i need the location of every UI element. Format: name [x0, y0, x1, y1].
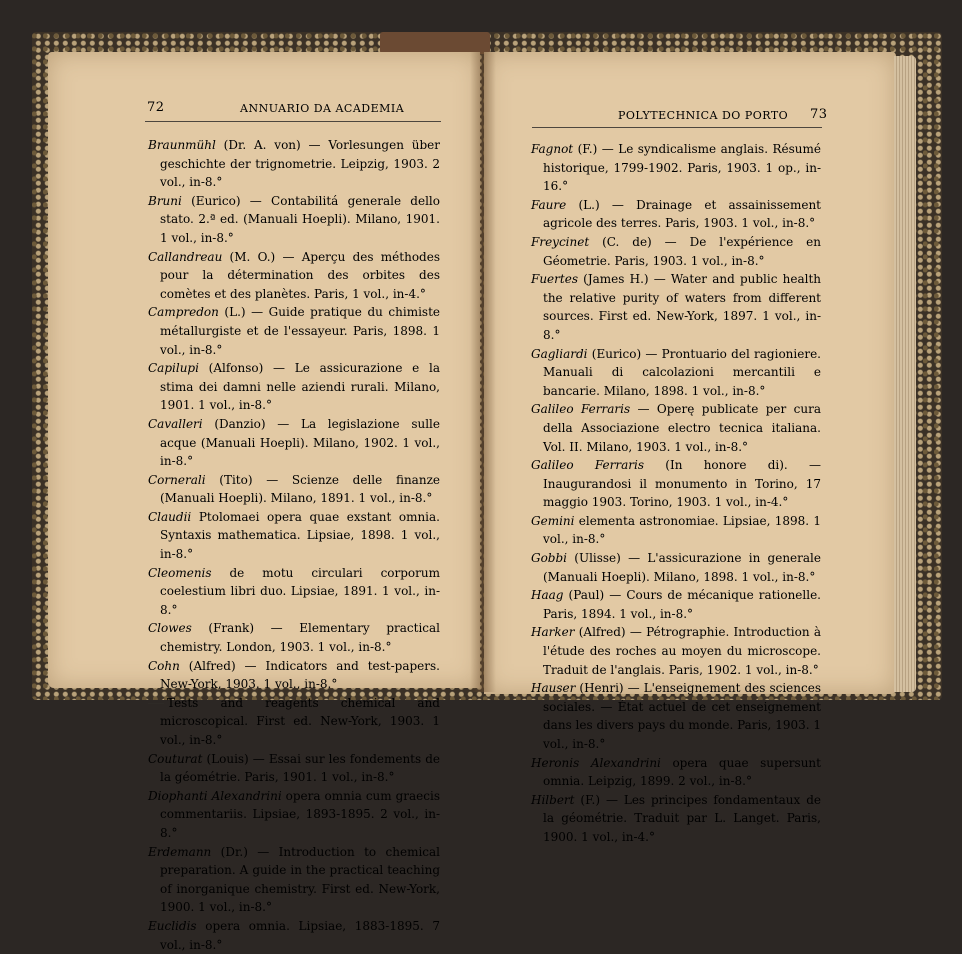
- entry-text: (Paul) — Cours de mécanique rationelle. Paris, 1894. 1 vol., in-8.°: [543, 588, 821, 621]
- entry-text: (Alfred) — Indicators and test-papers. New-York, 1903. 1 vol., in-8.°: [160, 658, 440, 692]
- entry-text: (C. de) — De l'expérience en Géometrie. Paris, 1903. 1 vol., in-8.°: [543, 234, 821, 268]
- entry-author: Galileo Ferraris: [531, 458, 644, 473]
- bibliography-entry: [148, 843, 440, 917]
- entry-text: opera omnia. Lipsiae, 1883-1895. 7 vol., in-8.°: [160, 918, 440, 952]
- entry-author: Claudii: [148, 509, 192, 524]
- entry-author: Cleomenis: [148, 565, 212, 580]
- entry-author: Capilupi: [148, 361, 199, 376]
- bibliography-entry: [531, 196, 821, 233]
- bibliography-entry: [148, 750, 440, 787]
- entry-text: (L.) — Guide pratique du chimiste métallurgiste et de l'essayeur. Paris, 1898. 1 vol., in-8.°: [160, 305, 440, 357]
- left-header-rule: [145, 121, 441, 122]
- entry-author: Cohn: [148, 658, 180, 673]
- right-header-rule: [532, 127, 822, 128]
- entry-text: (Alfonso) — Le assicurazione e la stima dei damni nelle aziendi rurali. Milano, 1901. 1 vol., in-8.°: [160, 361, 440, 413]
- ditto-dash: [148, 703, 164, 704]
- book-spine: [380, 32, 490, 54]
- entry-author: Gobbi: [531, 551, 568, 566]
- bibliography-entry: [531, 623, 821, 679]
- entry-author: Callandreau: [148, 249, 223, 264]
- bibliography-entry: [148, 136, 440, 192]
- entry-author: Braunmühl: [148, 138, 216, 152]
- entry-author: Erdemann: [148, 844, 212, 859]
- bibliography-entry: [531, 400, 821, 456]
- bibliography-entry: [531, 270, 821, 344]
- bibliography-entry: [148, 248, 440, 304]
- bibliography-entry: [148, 619, 440, 656]
- entry-author: Harker: [531, 625, 575, 640]
- entry-author: Heronis Alexandrini: [531, 755, 661, 770]
- bibliography-entry: [148, 471, 440, 508]
- left-entry-list: [148, 136, 440, 954]
- bibliography-entry: [531, 586, 821, 623]
- bibliography-entry: [148, 508, 440, 564]
- entry-author: Cornerali: [148, 472, 206, 487]
- entry-text: (M. O.) — Aperçu des méthodes pour la détermination des orbites des comètes et des planètes. Paris, 1 vol., in-4.°: [160, 249, 440, 301]
- entry-text: (Dr. A. von) — Vorlesungen über geschichte der trignometrie. Leipzig, 1903. 2 vol., in-8.°: [160, 138, 440, 190]
- page-edges: [894, 56, 916, 692]
- entry-author: Faure: [531, 197, 567, 212]
- entry-author: Diophanti Alexandrini: [148, 788, 282, 803]
- entry-text: (Danzio) — La legislazione sulle acque (Manuali Hoepli). Milano, 1902. 1 vol., in-8.°: [160, 416, 440, 469]
- entry-author: Clowes: [148, 621, 192, 636]
- entry-text: Ptolomaei opera quae exstant omnia. Syntaxis mathematica. Lipsiae, 1898. 1 vol., in-8.°: [160, 509, 440, 562]
- entry-author: Haag: [531, 588, 564, 603]
- entry-text: Tests and reagents chemical and microscopical. First ed. New-York, 1903. 1 vol., in-8.°: [160, 695, 440, 747]
- entry-author: Euclidis: [148, 918, 197, 933]
- entry-author: Hilbert: [531, 792, 575, 807]
- bibliography-entry: [148, 564, 440, 620]
- entry-author: Bruni: [148, 193, 182, 208]
- right-entry-list: [531, 140, 821, 847]
- bibliography-entry: [148, 303, 440, 359]
- entry-author: Hauser: [531, 681, 576, 696]
- entry-author: Gagliardi: [531, 346, 588, 361]
- entry-author: Fuertes: [531, 272, 578, 287]
- bibliography-entry: [531, 549, 821, 586]
- entry-text: (F.) — Les principes fondamentaux de la géométrie. Traduit par L. Langet. Paris, 1900. 1 vol., in-4.°: [543, 792, 821, 844]
- entry-author: Campredon: [148, 305, 219, 320]
- entry-text: (James H.) — Water and public health the relative purity of waters from different sources. First ed. New-York, 1897. 1 vol., in-8.°: [543, 272, 821, 342]
- entry-text: (Henri) — L'enseignement des sciences sociales. — État actuel de cet enseignement dans les divers pays du monde. Paris, 1903. 1 vol., in-8.°: [543, 681, 821, 751]
- bibliography-entry: [148, 787, 440, 843]
- bibliography-entry: [531, 233, 821, 270]
- entry-text: elementa astronomiae. Lipsiae, 1898. 1 vol., in-8.°: [543, 513, 821, 547]
- bibliography-entry: [531, 791, 821, 847]
- right-page-number: 73: [810, 107, 828, 122]
- left-running-head: ANNUARIO DA ACADEMIA: [240, 102, 405, 115]
- bibliography-entry: [148, 917, 440, 954]
- entry-text: opera omnia cum graecis commentariis. Lipsiae, 1893-1895. 2 vol., in-8.°: [160, 788, 440, 840]
- entry-author: Freycinet: [531, 234, 590, 249]
- entry-text: (Dr.) — Introduction to chemical preparation. A guide in the practical teaching of inorganique chemistry. First ed. New-York, 1900. 1 vol., in-8.°: [160, 844, 440, 915]
- entry-author: Couturat: [148, 751, 203, 766]
- entry-author: Gemini: [531, 513, 575, 528]
- left-page-number: 72: [147, 100, 165, 115]
- bibliography-entry: [531, 140, 821, 196]
- entry-text: — Operę publicate per cura della Associazione electro tecnica italiana. Vol. II. Milano, 1903. 1 vol., in-8.°: [543, 402, 821, 454]
- entry-text: (Ulisse) — L'assicurazione in generale (Manuali Hoepli). Milano, 1898. 1 vol., in-8.°: [543, 551, 821, 584]
- bibliography-entry: [531, 456, 821, 512]
- entry-text: (In honore di). — Inaugurandosi il monumento in Torino, 17 maggio 1903. Torino, 1903. 1 vol., in-4.°: [543, 458, 822, 510]
- entry-text: (Alfred) — Pétrographie. Introduction à l'étude des roches au moyen du microscope. Traduit de l'anglais. Paris, 1902. 1 vol., in-8.°: [543, 625, 821, 677]
- entry-author: Galileo Ferraris: [531, 402, 631, 417]
- entry-author: Fagnot: [531, 142, 574, 156]
- entry-text: (Eurico) — Contabilitá generale dello stato. 2.ª ed. (Manuali Hoepli). Milano, 1901. 1 vol., in-8.°: [160, 193, 440, 245]
- entry-text: (F.) — Le syndicalisme anglais. Résumé historique, 1799-1902. Paris, 1903. 1 op., in-16.°: [543, 142, 821, 194]
- bibliography-entry: [148, 192, 440, 248]
- book-gutter: [470, 52, 496, 692]
- bibliography-entry: [148, 415, 440, 471]
- entry-text: de motu circulari corporum coelestium libri duo. Lipsiae, 1891. 1 vol., in-8.°: [160, 565, 440, 617]
- entry-text: (Tito) — Scienze delle finanze (Manuali Hoepli). Milano, 1891. 1 vol., in-8.°: [160, 472, 440, 506]
- entry-text: (Eurico) — Prontuario del ragioniere. Manuali di calcolazioni mercantili e bancarie. Milano, 1898. 1 vol., in-8.°: [543, 346, 821, 398]
- bibliography-entry: [148, 657, 440, 694]
- bibliography-entry: [148, 694, 440, 750]
- bibliography-entry: [531, 679, 821, 753]
- entry-text: (Louis) — Essai sur les fondements de la géométrie. Paris, 1901. 1 vol., in-8.°: [160, 751, 440, 785]
- bibliography-entry: [531, 754, 821, 791]
- entry-text: (L.) — Drainage et assainissement agricole des terres. Paris, 1903. 1 vol., in-8.°: [543, 197, 821, 231]
- bibliography-entry: [148, 359, 440, 415]
- right-running-head: POLYTECHNICA DO PORTO: [618, 109, 789, 122]
- entry-text: opera quae supersunt omnia. Leipzig, 1899. 2 vol., in-8.°: [543, 755, 821, 789]
- entry-text: (Frank) — Elementary practical chemistry. London, 1903. 1 vol., in-8.°: [160, 621, 440, 655]
- bibliography-entry: [531, 345, 821, 401]
- bibliography-entry: [531, 512, 821, 549]
- entry-author: Cavalleri: [148, 416, 203, 431]
